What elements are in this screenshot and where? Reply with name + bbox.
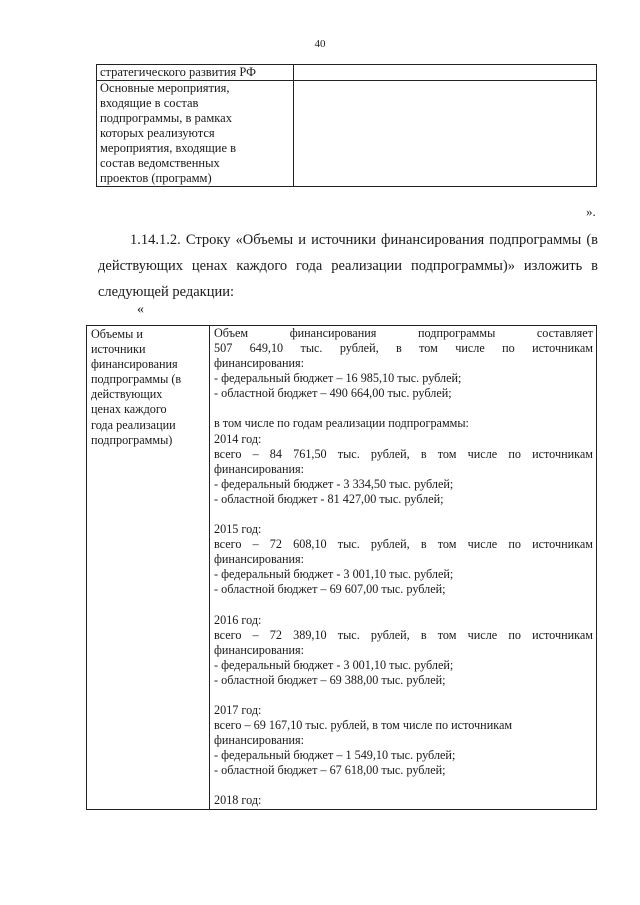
cell-line: входящие в состав (100, 96, 199, 110)
cell-line: Основные мероприятия, (100, 81, 230, 95)
top-table (96, 64, 597, 187)
table-row (87, 326, 597, 810)
table-cell (294, 65, 597, 81)
cell-line: проектов (программ) (100, 171, 212, 185)
table-cell-content (210, 326, 597, 810)
year-heading: 2016 год: (214, 612, 262, 627)
page-number: 40 (314, 38, 326, 50)
year-heading: 2018 год: (214, 793, 262, 808)
cell-line: мероприятия, входящие в (100, 141, 237, 155)
table-cell (97, 81, 294, 187)
regional-budget-line: - областной бюджет – 69 388,00 тыс. рублей; (214, 672, 446, 687)
label-line: Объемы и (91, 327, 143, 341)
federal-budget-line: - федеральный бюджет – 16 985,10 тыс. рублей; (214, 371, 462, 386)
year-label: финансирования: (214, 642, 305, 657)
year-total: всего – 72 389,10 тыс. рублей, в том числе по источникам (214, 627, 593, 642)
year-total: всего – 72 608,10 тыс. рублей, в том числе по источникам (214, 537, 593, 552)
year-total: всего – 84 761,50 тыс. рублей, в том числе по источникам (214, 446, 593, 461)
year-total: всего – 69 167,10 тыс. рублей, в том числе по источникам (214, 718, 513, 733)
label-line: подпрограммы (в (91, 372, 182, 387)
regional-budget-line: - областной бюджет – 490 664,00 тыс. рублей; (214, 386, 452, 401)
table-cell (294, 81, 597, 187)
federal-budget-line: - федеральный бюджет - 3 001,10 тыс. рублей; (214, 567, 454, 582)
intro-line: 507 649,10 тыс. рублей, в том числе по источникам (214, 341, 593, 356)
cell-line: подпрограммы, в рамках (100, 111, 232, 125)
label-line: подпрограммы) (91, 432, 173, 447)
year-heading: 2017 год: (214, 702, 262, 717)
label-line: источники (91, 342, 146, 357)
table-cell: стратегического развития РФ (97, 65, 294, 81)
label-line: года реализации (91, 417, 176, 432)
financing-table (86, 325, 597, 810)
instruction-text: 1.14.1.2. Строку «Объемы и источники финансирования подпрограммы (в действующих ценах каждого года реализации подпрограммы)» изложить в следующей редакции: (98, 232, 598, 300)
cell-line: состав ведомственных (100, 156, 220, 170)
regional-budget-line: - областной бюджет – 69 607,00 тыс. рублей; (214, 582, 446, 597)
year-heading: 2015 год: (214, 522, 262, 537)
table-cell-label (87, 326, 210, 810)
closing-quote: ». (586, 204, 596, 219)
label-line: финансирования (91, 357, 178, 372)
label-line: ценах каждого (91, 402, 167, 417)
federal-budget-line: - федеральный бюджет – 1 549,10 тыс. рублей; (214, 748, 456, 763)
label-line: действующих (91, 387, 163, 402)
year-label: финансирования: (214, 733, 305, 748)
federal-budget-line: - федеральный бюджет - 3 001,10 тыс. рублей; (214, 657, 454, 672)
year-label: финансирования: (214, 552, 305, 567)
cell-line: которых реализуются (100, 126, 215, 140)
by-years-line: в том числе по годам реализации подпрограммы: (214, 416, 469, 431)
instruction-paragraph (98, 227, 598, 305)
year-label: финансирования: (214, 461, 305, 476)
federal-budget-line: - федеральный бюджет - 3 334,50 тыс. рублей; (214, 476, 454, 491)
intro-line: финансирования: (214, 356, 305, 371)
opening-quote: « (137, 302, 144, 317)
regional-budget-line: - областной бюджет – 67 618,00 тыс. рублей; (214, 763, 446, 778)
regional-budget-line: - областной бюджет - 81 427,00 тыс. рублей; (214, 491, 444, 506)
year-heading: 2014 год: (214, 431, 262, 446)
table-row (97, 81, 597, 187)
table-row (97, 65, 597, 81)
intro-line: Объем финансирования подпрограммы составляет (214, 326, 593, 340)
